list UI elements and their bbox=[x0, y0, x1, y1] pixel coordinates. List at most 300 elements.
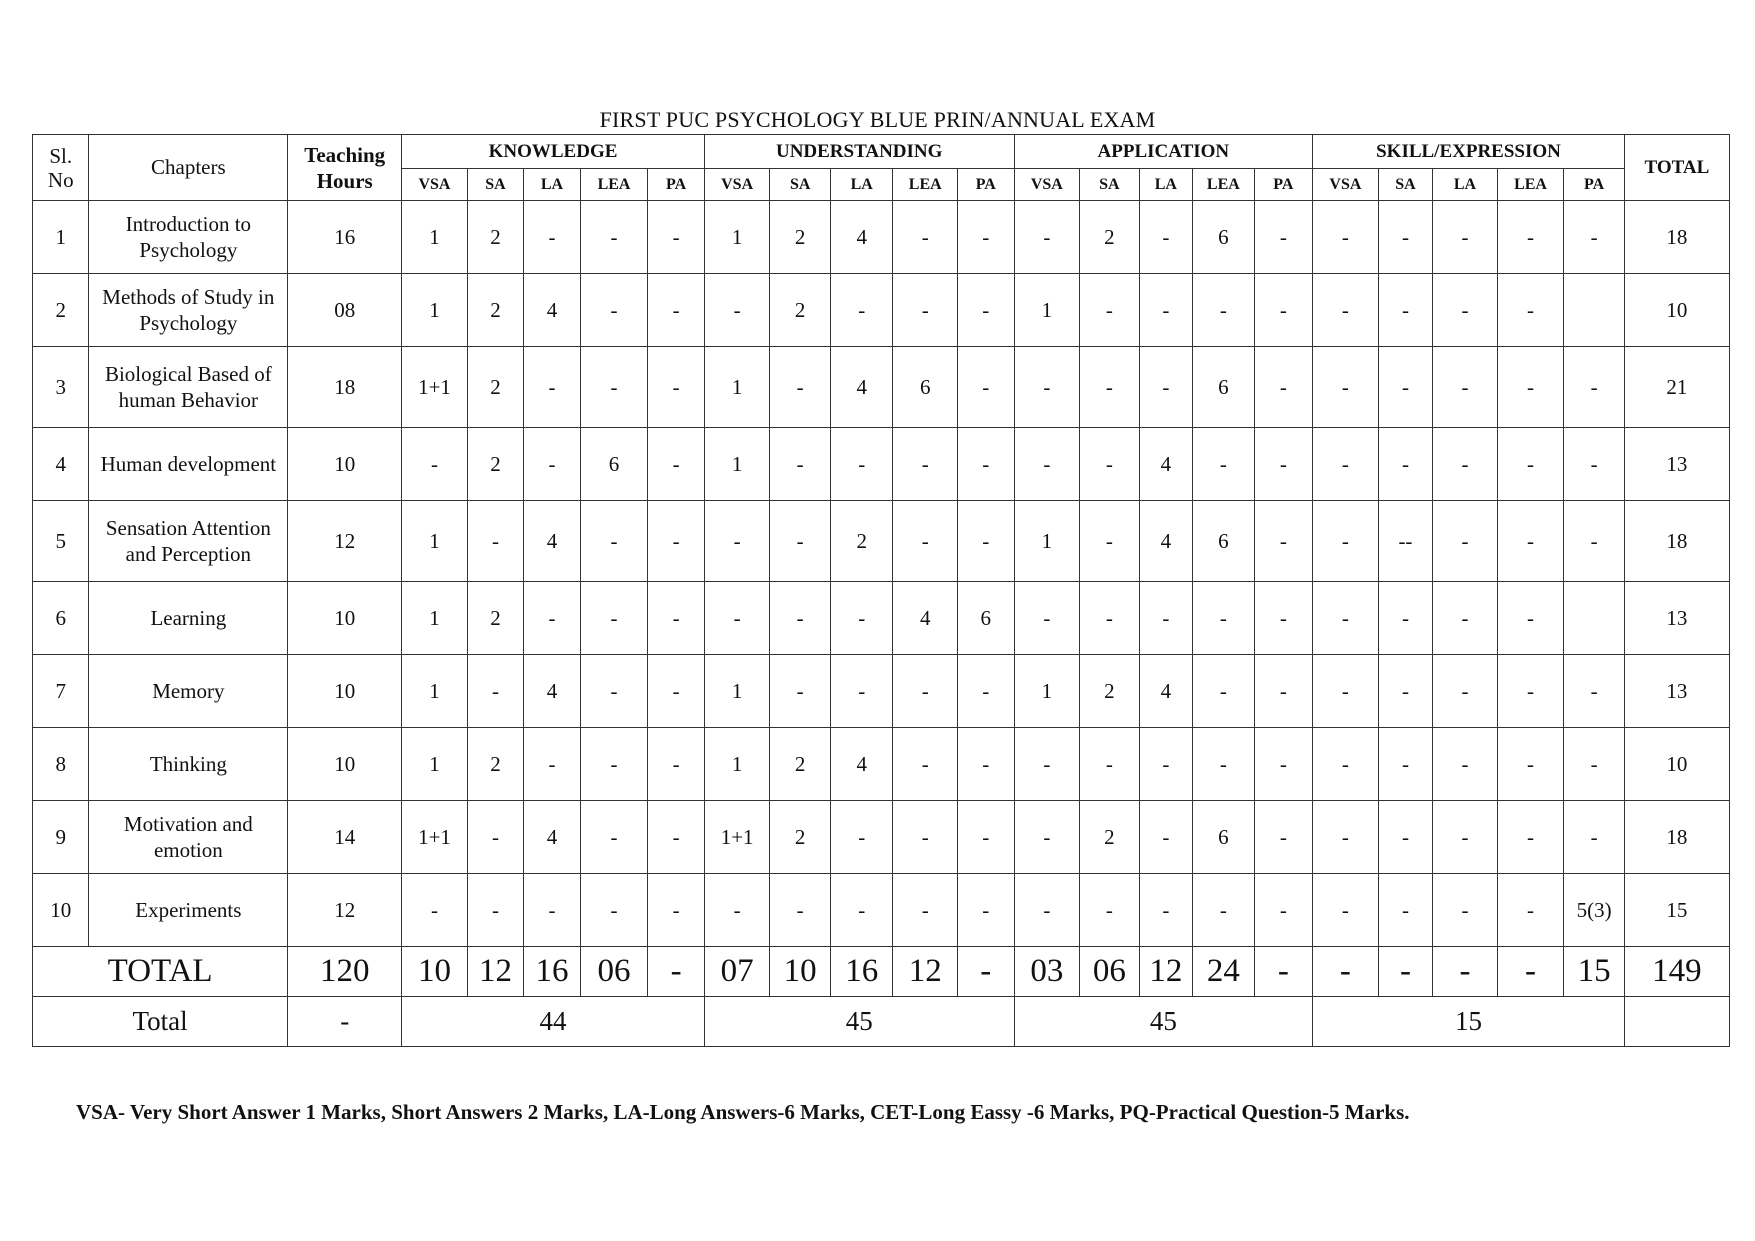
skill-pa-cell: - bbox=[1564, 728, 1625, 801]
application-la-cell: 4 bbox=[1139, 655, 1192, 728]
skill-pa-cell: - bbox=[1564, 347, 1625, 428]
skill-expression-header: SKILL/EXPRESSION bbox=[1313, 135, 1625, 169]
application-lea-cell: - bbox=[1193, 428, 1255, 501]
understanding-vsa-cell: 1 bbox=[704, 428, 770, 501]
skill-sa-total: - bbox=[1378, 947, 1432, 997]
application-pa-cell: - bbox=[1254, 274, 1313, 347]
application-sa-cell: 2 bbox=[1080, 801, 1140, 874]
skill-vsa-cell: - bbox=[1313, 582, 1379, 655]
understanding-sa-cell: - bbox=[770, 582, 831, 655]
knowledge-lea-cell: - bbox=[580, 347, 648, 428]
understanding-vsa-cell: 1 bbox=[704, 728, 770, 801]
understanding-lea-cell: - bbox=[893, 428, 958, 501]
teaching-hours-cell: 10 bbox=[288, 728, 402, 801]
application-vsa-cell: - bbox=[1014, 347, 1080, 428]
understanding-la-cell: - bbox=[830, 655, 893, 728]
skill-lea-cell: - bbox=[1497, 728, 1564, 801]
skill-group-total: 15 bbox=[1313, 997, 1625, 1047]
understanding-pa-cell: - bbox=[958, 274, 1015, 347]
application-lea-cell: - bbox=[1193, 874, 1255, 947]
application-sa-cell: - bbox=[1080, 582, 1140, 655]
application-la-cell: - bbox=[1139, 274, 1192, 347]
understanding-la-cell: - bbox=[830, 582, 893, 655]
understanding-pa-cell: - bbox=[958, 501, 1015, 582]
sl-no-cell: 9 bbox=[33, 801, 89, 874]
knowledge-vsa-total: 10 bbox=[402, 947, 468, 997]
knowledge-lea-cell: - bbox=[580, 501, 648, 582]
table-row bbox=[33, 501, 1730, 582]
application-vsa-cell: 1 bbox=[1014, 655, 1080, 728]
understanding-pa-cell: - bbox=[958, 728, 1015, 801]
application-vsa-cell: - bbox=[1014, 801, 1080, 874]
sl-no-cell: 6 bbox=[33, 582, 89, 655]
chapter-cell: Introduction to Psychology bbox=[89, 201, 288, 274]
understanding-sa-cell: - bbox=[770, 655, 831, 728]
row-total-cell: 18 bbox=[1624, 801, 1729, 874]
skill-sa-cell: - bbox=[1378, 801, 1432, 874]
application-sa-cell: - bbox=[1080, 347, 1140, 428]
knowledge-vsa-cell: 1 bbox=[402, 655, 468, 728]
skill-la-cell: - bbox=[1433, 347, 1498, 428]
knowledge-sa-total: 12 bbox=[467, 947, 523, 997]
table-row bbox=[33, 728, 1730, 801]
knowledge-lea-cell: - bbox=[580, 801, 648, 874]
skill-lea-header: LEA bbox=[1497, 169, 1564, 201]
skill-la-cell: - bbox=[1433, 655, 1498, 728]
application-vsa-header: VSA bbox=[1014, 169, 1080, 201]
skill-sa-cell: - bbox=[1378, 728, 1432, 801]
understanding-lea-cell: 6 bbox=[893, 347, 958, 428]
knowledge-vsa-cell: - bbox=[402, 428, 468, 501]
understanding-lea-cell: - bbox=[893, 201, 958, 274]
row-total-cell: 21 bbox=[1624, 347, 1729, 428]
skill-lea-cell: - bbox=[1497, 201, 1564, 274]
knowledge-lea-cell: - bbox=[580, 582, 648, 655]
knowledge-lea-cell: - bbox=[580, 874, 648, 947]
teaching-hours-header bbox=[288, 135, 402, 201]
table-row bbox=[33, 274, 1730, 347]
sl-no-cell: 2 bbox=[33, 274, 89, 347]
teaching-hours-cell: 18 bbox=[288, 347, 402, 428]
application-pa-cell: - bbox=[1254, 347, 1313, 428]
application-la-cell: 4 bbox=[1139, 501, 1192, 582]
understanding-la-cell: - bbox=[830, 801, 893, 874]
skill-lea-cell: - bbox=[1497, 274, 1564, 347]
sl-no-cell: 8 bbox=[33, 728, 89, 801]
knowledge-la-cell: 4 bbox=[524, 274, 580, 347]
skill-la-cell: - bbox=[1433, 801, 1498, 874]
skill-pa-cell: 5(3) bbox=[1564, 874, 1625, 947]
skill-pa-cell: - bbox=[1564, 801, 1625, 874]
skill-la-cell: - bbox=[1433, 274, 1498, 347]
application-la-header: LA bbox=[1139, 169, 1192, 201]
teaching-hours-cell: 10 bbox=[288, 582, 402, 655]
chapter-cell: Human development bbox=[89, 428, 288, 501]
skill-vsa-cell: - bbox=[1313, 347, 1379, 428]
understanding-vsa-cell: - bbox=[704, 582, 770, 655]
application-pa-total: - bbox=[1254, 947, 1313, 997]
application-vsa-cell: - bbox=[1014, 728, 1080, 801]
skill-lea-total: - bbox=[1497, 947, 1564, 997]
application-vsa-total: 03 bbox=[1014, 947, 1080, 997]
knowledge-lea-cell: - bbox=[580, 728, 648, 801]
skill-sa-cell: - bbox=[1378, 347, 1432, 428]
application-sa-cell: - bbox=[1080, 874, 1140, 947]
knowledge-lea-cell: - bbox=[580, 274, 648, 347]
understanding-la-cell: 4 bbox=[830, 728, 893, 801]
skill-vsa-cell: - bbox=[1313, 501, 1379, 582]
knowledge-lea-cell: - bbox=[580, 655, 648, 728]
skill-pa-cell: - bbox=[1564, 201, 1625, 274]
knowledge-vsa-cell: 1+1 bbox=[402, 347, 468, 428]
understanding-sa-cell: - bbox=[770, 874, 831, 947]
group-totals-row bbox=[33, 997, 1730, 1047]
understanding-pa-total: - bbox=[958, 947, 1015, 997]
skill-pa-cell: - bbox=[1564, 428, 1625, 501]
understanding-lea-cell: - bbox=[893, 801, 958, 874]
application-sa-cell: 2 bbox=[1080, 655, 1140, 728]
teaching-hours-cell: 16 bbox=[288, 201, 402, 274]
total-header: TOTAL bbox=[1624, 135, 1729, 201]
skill-sa-header: SA bbox=[1378, 169, 1432, 201]
knowledge-sa-header: SA bbox=[467, 169, 523, 201]
application-la-cell: - bbox=[1139, 801, 1192, 874]
knowledge-vsa-cell: 1 bbox=[402, 201, 468, 274]
page-title: FIRST PUC PSYCHOLOGY BLUE PRIN/ANNUAL EXAM bbox=[599, 107, 1156, 132]
knowledge-la-cell: 4 bbox=[524, 501, 580, 582]
skill-pa-header: PA bbox=[1564, 169, 1625, 201]
skill-la-cell: - bbox=[1433, 501, 1498, 582]
header-group-row bbox=[33, 135, 1730, 169]
table-row bbox=[33, 655, 1730, 728]
understanding-pa-cell: - bbox=[958, 874, 1015, 947]
application-pa-cell: - bbox=[1254, 728, 1313, 801]
knowledge-pa-cell: - bbox=[648, 801, 705, 874]
understanding-pa-cell: - bbox=[958, 428, 1015, 501]
knowledge-vsa-cell: 1 bbox=[402, 501, 468, 582]
knowledge-la-cell: - bbox=[524, 874, 580, 947]
knowledge-pa-total: - bbox=[648, 947, 705, 997]
row-total-cell: 15 bbox=[1624, 874, 1729, 947]
knowledge-la-cell: 4 bbox=[524, 801, 580, 874]
understanding-vsa-cell: - bbox=[704, 274, 770, 347]
skill-la-total: - bbox=[1433, 947, 1498, 997]
knowledge-vsa-cell: 1 bbox=[402, 728, 468, 801]
sl-no-cell: 5 bbox=[33, 501, 89, 582]
understanding-sa-cell: 2 bbox=[770, 201, 831, 274]
chapter-cell: Methods of Study in Psychology bbox=[89, 274, 288, 347]
application-sa-cell: - bbox=[1080, 501, 1140, 582]
skill-pa-cell: - bbox=[1564, 655, 1625, 728]
understanding-pa-header: PA bbox=[958, 169, 1015, 201]
skill-lea-cell: - bbox=[1497, 428, 1564, 501]
understanding-la-header: LA bbox=[830, 169, 893, 201]
knowledge-lea-cell: - bbox=[580, 201, 648, 274]
knowledge-vsa-header: VSA bbox=[402, 169, 468, 201]
application-la-total: 12 bbox=[1139, 947, 1192, 997]
knowledge-la-cell: - bbox=[524, 201, 580, 274]
knowledge-lea-total: 06 bbox=[580, 947, 648, 997]
totals-hours-cell: 120 bbox=[288, 947, 402, 997]
application-pa-cell: - bbox=[1254, 655, 1313, 728]
application-la-cell: 4 bbox=[1139, 428, 1192, 501]
understanding-la-cell: 2 bbox=[830, 501, 893, 582]
totals-label: TOTAL bbox=[33, 947, 288, 997]
knowledge-vsa-cell: 1+1 bbox=[402, 801, 468, 874]
skill-la-cell: - bbox=[1433, 428, 1498, 501]
application-pa-cell: - bbox=[1254, 582, 1313, 655]
knowledge-la-cell: - bbox=[524, 582, 580, 655]
understanding-sa-cell: - bbox=[770, 428, 831, 501]
row-total-cell: 10 bbox=[1624, 728, 1729, 801]
understanding-vsa-cell: 1+1 bbox=[704, 801, 770, 874]
understanding-sa-cell: 2 bbox=[770, 274, 831, 347]
chapter-cell: Thinking bbox=[89, 728, 288, 801]
understanding-pa-cell: 6 bbox=[958, 582, 1015, 655]
understanding-lea-total: 12 bbox=[893, 947, 958, 997]
understanding-header: UNDERSTANDING bbox=[704, 135, 1014, 169]
skill-la-cell: - bbox=[1433, 728, 1498, 801]
understanding-sa-cell: 2 bbox=[770, 801, 831, 874]
understanding-pa-cell: - bbox=[958, 347, 1015, 428]
skill-vsa-cell: - bbox=[1313, 655, 1379, 728]
table-row bbox=[33, 874, 1730, 947]
skill-la-cell: - bbox=[1433, 201, 1498, 274]
chapter-cell: Learning bbox=[89, 582, 288, 655]
table-row bbox=[33, 201, 1730, 274]
skill-pa-total: 15 bbox=[1564, 947, 1625, 997]
application-vsa-cell: - bbox=[1014, 428, 1080, 501]
knowledge-la-cell: 4 bbox=[524, 655, 580, 728]
knowledge-pa-cell: - bbox=[648, 201, 705, 274]
row-total-cell: 18 bbox=[1624, 501, 1729, 582]
chapter-cell: Motivation and emotion bbox=[89, 801, 288, 874]
skill-pa-cell bbox=[1564, 582, 1625, 655]
application-pa-cell: - bbox=[1254, 201, 1313, 274]
sl-no-header bbox=[33, 135, 89, 201]
knowledge-la-header: LA bbox=[524, 169, 580, 201]
understanding-sa-cell: 2 bbox=[770, 728, 831, 801]
application-lea-cell: 6 bbox=[1193, 801, 1255, 874]
skill-la-cell: - bbox=[1433, 874, 1498, 947]
hours-header-bottom: Hours bbox=[316, 168, 373, 193]
sl-no-cell: 7 bbox=[33, 655, 89, 728]
application-pa-cell: - bbox=[1254, 501, 1313, 582]
application-sa-cell: - bbox=[1080, 274, 1140, 347]
knowledge-pa-cell: - bbox=[648, 582, 705, 655]
application-group-total: 45 bbox=[1014, 997, 1313, 1047]
row-total-cell: 10 bbox=[1624, 274, 1729, 347]
application-sa-cell: 2 bbox=[1080, 201, 1140, 274]
application-lea-cell: - bbox=[1193, 655, 1255, 728]
understanding-vsa-header: VSA bbox=[704, 169, 770, 201]
application-lea-cell: 6 bbox=[1193, 347, 1255, 428]
chapter-cell: Biological Based of human Behavior bbox=[89, 347, 288, 428]
row-total-cell: 13 bbox=[1624, 428, 1729, 501]
skill-la-header: LA bbox=[1433, 169, 1498, 201]
knowledge-sa-cell: 2 bbox=[467, 582, 523, 655]
application-sa-header: SA bbox=[1080, 169, 1140, 201]
totals-row bbox=[33, 947, 1730, 997]
table-row bbox=[33, 428, 1730, 501]
understanding-group-total: 45 bbox=[704, 997, 1014, 1047]
row-total-cell: 18 bbox=[1624, 201, 1729, 274]
knowledge-pa-cell: - bbox=[648, 274, 705, 347]
application-pa-cell: - bbox=[1254, 428, 1313, 501]
knowledge-group-total: 44 bbox=[402, 997, 705, 1047]
understanding-lea-cell: 4 bbox=[893, 582, 958, 655]
skill-pa-cell: - bbox=[1564, 501, 1625, 582]
knowledge-la-cell: - bbox=[524, 347, 580, 428]
understanding-lea-cell: - bbox=[893, 874, 958, 947]
skill-sa-cell: - bbox=[1378, 201, 1432, 274]
row-total-cell: 13 bbox=[1624, 655, 1729, 728]
teaching-hours-cell: 10 bbox=[288, 655, 402, 728]
knowledge-pa-cell: - bbox=[648, 655, 705, 728]
knowledge-sa-cell: - bbox=[467, 801, 523, 874]
knowledge-vsa-cell: 1 bbox=[402, 274, 468, 347]
understanding-sa-total: 10 bbox=[770, 947, 831, 997]
understanding-vsa-cell: - bbox=[704, 874, 770, 947]
skill-la-cell: - bbox=[1433, 582, 1498, 655]
skill-vsa-total: - bbox=[1313, 947, 1379, 997]
sl-no-cell: 3 bbox=[33, 347, 89, 428]
understanding-vsa-cell: - bbox=[704, 501, 770, 582]
skill-sa-cell: - bbox=[1378, 582, 1432, 655]
teaching-hours-cell: 12 bbox=[288, 874, 402, 947]
understanding-lea-header: LEA bbox=[893, 169, 958, 201]
application-la-cell: - bbox=[1139, 874, 1192, 947]
understanding-la-cell: - bbox=[830, 428, 893, 501]
table-row bbox=[33, 582, 1730, 655]
understanding-sa-cell: - bbox=[770, 501, 831, 582]
knowledge-pa-cell: - bbox=[648, 347, 705, 428]
skill-sa-cell: - bbox=[1378, 874, 1432, 947]
application-vsa-cell: - bbox=[1014, 582, 1080, 655]
application-vsa-cell: 1 bbox=[1014, 501, 1080, 582]
application-la-cell: - bbox=[1139, 728, 1192, 801]
understanding-lea-cell: - bbox=[893, 655, 958, 728]
knowledge-pa-cell: - bbox=[648, 428, 705, 501]
application-header: APPLICATION bbox=[1014, 135, 1313, 169]
application-lea-total: 24 bbox=[1193, 947, 1255, 997]
table-row bbox=[33, 801, 1730, 874]
skill-vsa-cell: - bbox=[1313, 201, 1379, 274]
knowledge-pa-cell: - bbox=[648, 728, 705, 801]
grand-total-cell: 149 bbox=[1624, 947, 1729, 997]
skill-sa-cell: -- bbox=[1378, 501, 1432, 582]
chapter-cell: Experiments bbox=[89, 874, 288, 947]
application-vsa-cell: - bbox=[1014, 201, 1080, 274]
teaching-hours-cell: 12 bbox=[288, 501, 402, 582]
chapter-cell: Memory bbox=[89, 655, 288, 728]
application-pa-header: PA bbox=[1254, 169, 1313, 201]
application-la-cell: - bbox=[1139, 582, 1192, 655]
skill-lea-cell: - bbox=[1497, 501, 1564, 582]
understanding-lea-cell: - bbox=[893, 274, 958, 347]
application-lea-header: LEA bbox=[1193, 169, 1255, 201]
sl-no-cell: 10 bbox=[33, 874, 89, 947]
knowledge-sa-cell: - bbox=[467, 655, 523, 728]
skill-sa-cell: - bbox=[1378, 274, 1432, 347]
sl-header-top: Sl. bbox=[49, 143, 73, 168]
group-grand-total-cell bbox=[1624, 997, 1729, 1047]
skill-lea-cell: - bbox=[1497, 801, 1564, 874]
group-totals-hours-cell: - bbox=[288, 997, 402, 1047]
application-la-cell: - bbox=[1139, 201, 1192, 274]
application-sa-cell: - bbox=[1080, 728, 1140, 801]
skill-sa-cell: - bbox=[1378, 428, 1432, 501]
chapter-cell: Sensation Attention and Perception bbox=[89, 501, 288, 582]
skill-vsa-cell: - bbox=[1313, 874, 1379, 947]
understanding-la-cell: - bbox=[830, 874, 893, 947]
understanding-la-cell: - bbox=[830, 274, 893, 347]
sl-no-cell: 4 bbox=[33, 428, 89, 501]
sl-no-cell: 1 bbox=[33, 201, 89, 274]
understanding-vsa-cell: 1 bbox=[704, 655, 770, 728]
knowledge-sa-cell: - bbox=[467, 501, 523, 582]
knowledge-sa-cell: - bbox=[467, 874, 523, 947]
knowledge-vsa-cell: - bbox=[402, 874, 468, 947]
knowledge-header: KNOWLEDGE bbox=[402, 135, 705, 169]
knowledge-pa-header: PA bbox=[648, 169, 705, 201]
understanding-sa-header: SA bbox=[770, 169, 831, 201]
knowledge-pa-cell: - bbox=[648, 501, 705, 582]
knowledge-la-cell: - bbox=[524, 428, 580, 501]
application-lea-cell: 6 bbox=[1193, 501, 1255, 582]
understanding-lea-cell: - bbox=[893, 728, 958, 801]
understanding-pa-cell: - bbox=[958, 201, 1015, 274]
application-vsa-cell: - bbox=[1014, 874, 1080, 947]
knowledge-lea-cell: 6 bbox=[580, 428, 648, 501]
application-lea-cell: 6 bbox=[1193, 201, 1255, 274]
teaching-hours-cell: 14 bbox=[288, 801, 402, 874]
knowledge-sa-cell: 2 bbox=[467, 728, 523, 801]
knowledge-sa-cell: 2 bbox=[467, 428, 523, 501]
skill-pa-cell bbox=[1564, 274, 1625, 347]
understanding-la-cell: 4 bbox=[830, 347, 893, 428]
application-sa-cell: - bbox=[1080, 428, 1140, 501]
teaching-hours-cell: 08 bbox=[288, 274, 402, 347]
application-lea-cell: - bbox=[1193, 582, 1255, 655]
application-lea-cell: - bbox=[1193, 728, 1255, 801]
chapters-header: Chapters bbox=[89, 135, 288, 201]
understanding-la-cell: 4 bbox=[830, 201, 893, 274]
understanding-vsa-total: 07 bbox=[704, 947, 770, 997]
knowledge-pa-cell: - bbox=[648, 874, 705, 947]
knowledge-la-cell: - bbox=[524, 728, 580, 801]
understanding-lea-cell: - bbox=[893, 501, 958, 582]
understanding-vsa-cell: 1 bbox=[704, 201, 770, 274]
skill-lea-cell: - bbox=[1497, 655, 1564, 728]
hours-header-top: Teaching bbox=[304, 142, 386, 167]
understanding-sa-cell: - bbox=[770, 347, 831, 428]
table-row bbox=[33, 347, 1730, 428]
skill-vsa-cell: - bbox=[1313, 801, 1379, 874]
application-pa-cell: - bbox=[1254, 801, 1313, 874]
understanding-vsa-cell: 1 bbox=[704, 347, 770, 428]
skill-vsa-cell: - bbox=[1313, 728, 1379, 801]
knowledge-vsa-cell: 1 bbox=[402, 582, 468, 655]
skill-vsa-header: VSA bbox=[1313, 169, 1379, 201]
application-sa-total: 06 bbox=[1080, 947, 1140, 997]
knowledge-la-total: 16 bbox=[524, 947, 580, 997]
teaching-hours-cell: 10 bbox=[288, 428, 402, 501]
skill-lea-cell: - bbox=[1497, 347, 1564, 428]
skill-lea-cell: - bbox=[1497, 582, 1564, 655]
skill-vsa-cell: - bbox=[1313, 274, 1379, 347]
knowledge-sa-cell: 2 bbox=[467, 347, 523, 428]
